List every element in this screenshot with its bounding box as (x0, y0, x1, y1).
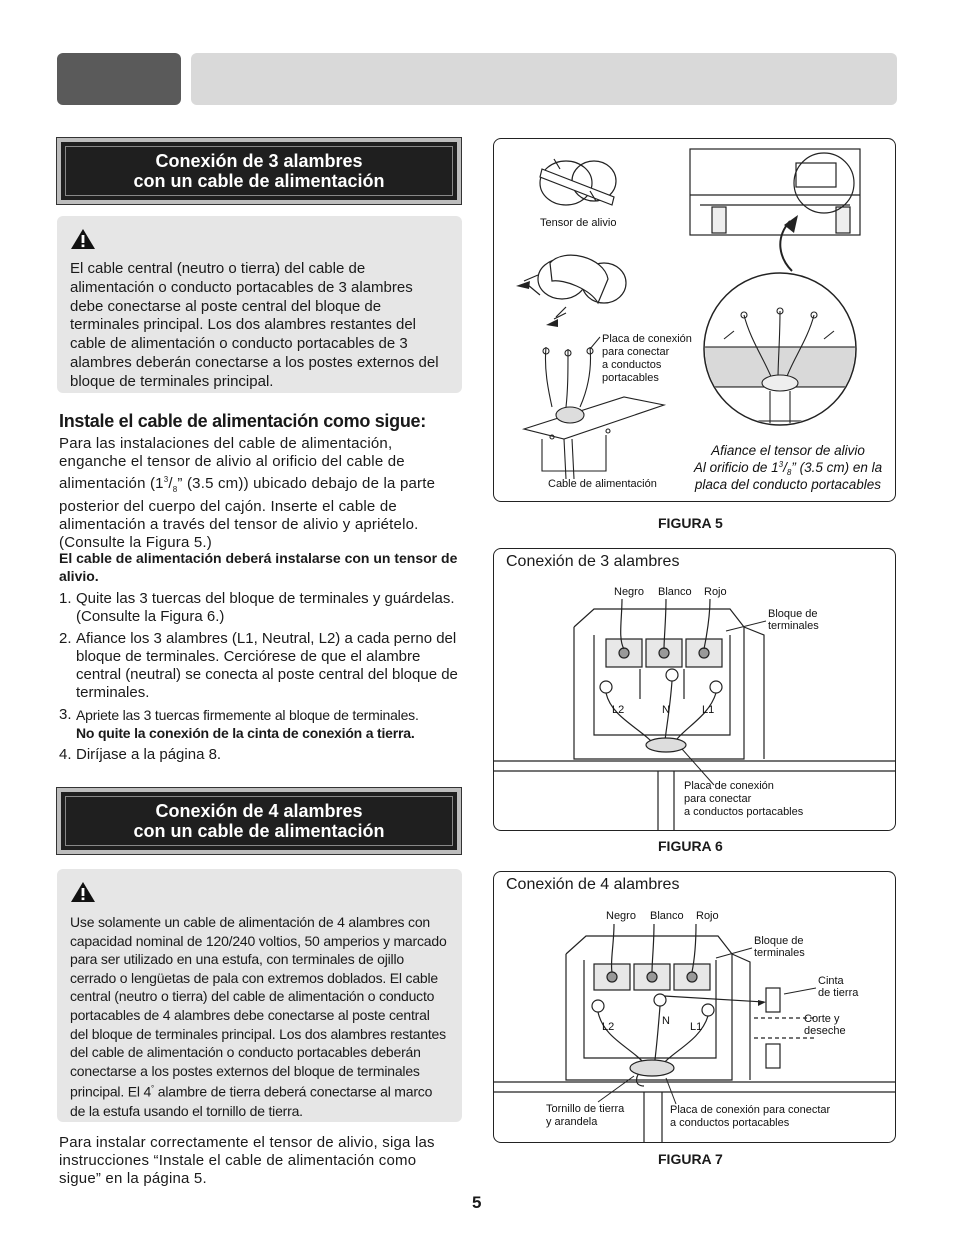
figure-7-illustration (494, 872, 896, 1143)
svg-text:terminales: terminales (754, 947, 805, 959)
strain-relief-note: El cable de alimentación deberá instalarse con un tensor de alivio. (59, 550, 458, 584)
list-item: 1. Quite las 3 tuercas del bloque de terminales y guárdelas. (Consulte la Figura 6.) (59, 590, 455, 625)
svg-text:para conectar: para conectar (602, 346, 670, 358)
svg-text:Cable de alimentación: Cable de alimentación (548, 478, 657, 490)
closing-paragraph: Para instalar correctamente el tensor de alivio, siga las instrucciones “Instale el cable de alimentación como sigue” en la página 5. (59, 1134, 435, 1187)
figure-6-illustration (494, 549, 896, 831)
svg-text:Negro: Negro (614, 586, 644, 598)
svg-text:a conductos portacables: a conductos portacables (684, 806, 804, 818)
page-number: 5 (472, 1193, 482, 1212)
svg-text:a conductos: a conductos (602, 359, 662, 371)
figure-6-caption: FIGURA 6 (658, 838, 723, 854)
section-3-wire-title: Conexión de 3 alambres con un cable de alimentación (133, 151, 385, 191)
warning-triangle-icon (70, 881, 96, 903)
section-4-wire-title: Conexión de 4 alambres con un cable de alimentación (133, 801, 385, 841)
svg-text:L1: L1 (702, 704, 715, 716)
figure-6-title: Conexión de 3 alambres (506, 553, 680, 570)
svg-text:terminales: terminales (768, 620, 819, 632)
svg-text:a conductos portacables: a conductos portacables (670, 1117, 790, 1129)
list-item: 4. Diríjase a la página 8. (59, 746, 222, 763)
figure-5-caption: FIGURA 5 (658, 515, 723, 531)
svg-text:L2: L2 (612, 704, 625, 716)
section-3-wire-banner (57, 138, 461, 204)
install-steps-list (59, 590, 459, 768)
warning-box-3-wire (57, 216, 462, 393)
svg-text:portacables: portacables (602, 372, 659, 384)
figure-6-box (493, 548, 896, 831)
figure-5-box (493, 138, 896, 502)
svg-text:Negro: Negro (606, 910, 636, 922)
figure-7-box (493, 871, 896, 1143)
svg-text:Rojo: Rojo (696, 910, 719, 922)
svg-text:para conectar: para conectar (684, 793, 752, 805)
list-item: 2. Afiance los 3 alambres (L1, Neutral, L2) a cada perno del bloque de terminales. Cerciórese de que el alambre central (neutral) se conecta al poste central del bloque de terminales. (59, 630, 458, 701)
section-4-wire-banner (57, 788, 461, 854)
warning-triangle-icon (70, 228, 96, 250)
svg-text:Bloque de: Bloque de (768, 608, 818, 620)
svg-text:N: N (662, 704, 670, 716)
svg-text:placa del conducto portacables: placa del conducto portacables (694, 477, 882, 492)
warning-box-4-wire (57, 869, 462, 1122)
svg-text:Rojo: Rojo (704, 586, 727, 598)
header-bar (191, 53, 897, 105)
svg-text:Al orificio de 13/8” (3.5 cm): Al orificio de $1^3/_8$” (3.5 cm) en la (693, 460, 883, 477)
svg-text:Afiance el tensor de alivio: Afiance el tensor de alivio (711, 443, 865, 458)
svg-text:Corte y: Corte y (804, 1013, 840, 1025)
warning-text-4-wire: Use solamente un cable de alimentación de 4 alambres con capacidad nominal de 120/240 voltios, 50 amperios y marcado para ser utilizado en una estufa, con terminales de ojillo cerrado o lengüetas de pala con extremos doblados. El cable central (neutro o tierra) del cable de alimentación o conducto portacables de 4 alambres debe conectarse al poste central del bloque de terminales principal. Los dos alambres restantes del cable de alimentación o conducto portacables deberán conectarse a los postes externos del bloque de terminales principal. El 4° alambre de tierra deberá conectarse al marco de la estufa usando el tornillo de tierra. (70, 914, 447, 1119)
svg-text:Placa de conexión para conecta: Placa de conexión para conectar (670, 1104, 831, 1116)
svg-text:Bloque de: Bloque de (754, 935, 804, 947)
svg-text:Blanco: Blanco (650, 910, 684, 922)
install-paragraph: Para las instalaciones del cable de alimentación, enganche el tensor de alivio al orificio del cable de alimentación ($1^3/_8$” (3.5 cm)) ubicado debajo de la parte posterior del cuerpo del cajón. Inserte el cable de alimentación a través del tensor de alivio y apriételo. (Consulte la Figura 5.) (59, 435, 436, 551)
svg-text:Placa de conexión: Placa de conexión (684, 780, 774, 792)
svg-text:Blanco: Blanco (658, 586, 692, 598)
svg-text:L1: L1 (690, 1021, 703, 1033)
svg-text:deseche: deseche (804, 1025, 846, 1037)
svg-text:Tornillo de tierra: Tornillo de tierra (546, 1103, 625, 1115)
figure-7-caption: FIGURA 7 (658, 1151, 723, 1167)
warning-text-3-wire: El cable central (neutro o tierra) del cable de alimentación o conducto portacables de 3 alambres debe conectarse al poste central del bloque de terminales principal. Los dos alambres restantes del cable de alimentación o conducto portacables de 3 alambres deberán conectarse a los postes externos del bloque de terminales principal. (70, 260, 439, 390)
svg-text:Tensor de alivio: Tensor de alivio (540, 217, 617, 229)
list-item: 3. Apriete las 3 tuercas firmemente al bloque de terminales. No quite la conexión de la cinta de conexión a tierra. (59, 706, 419, 741)
svg-text:N: N (662, 1015, 670, 1027)
install-heading: Instale el cable de alimentación como sigue: (59, 411, 426, 431)
figure-7-title: Conexión de 4 alambres (506, 876, 680, 893)
svg-text:L2: L2 (602, 1021, 615, 1033)
svg-text:de tierra: de tierra (818, 987, 859, 999)
figure-5-illustration (494, 139, 896, 502)
svg-text:Placa de conexión: Placa de conexión (602, 333, 692, 345)
svg-text:y arandela: y arandela (546, 1116, 598, 1128)
header-tab-dark (57, 53, 181, 105)
svg-text:Cinta: Cinta (818, 975, 844, 987)
